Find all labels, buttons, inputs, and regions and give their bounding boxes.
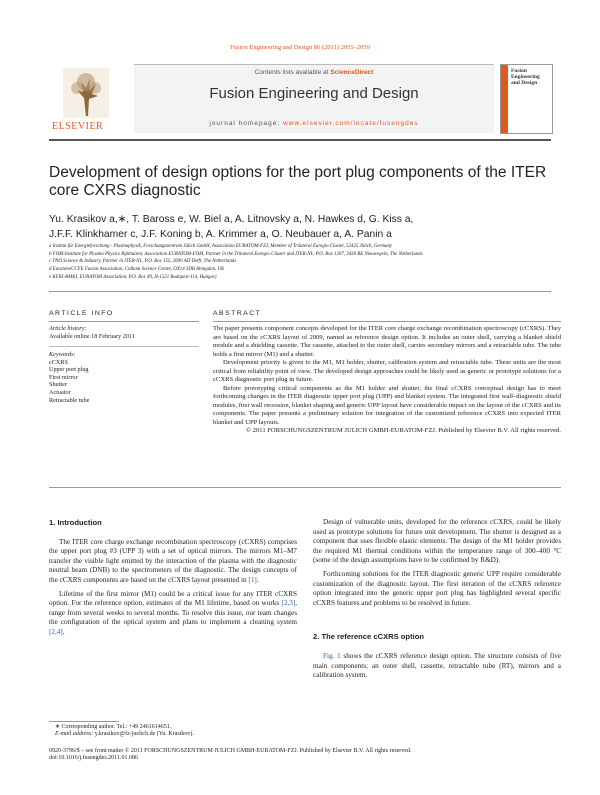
history-rule [49, 346, 199, 347]
copyright-notice: © 2011 FORSCHUNGSZENTRUM JULICH GMBH-EURATOM-FZJ. Published by Elsevier B.V. All rights reserved. [246, 427, 561, 434]
left-column [49, 518, 297, 638]
journal-header [49, 64, 551, 134]
figure-link[interactable]: Fig. 1 [323, 651, 341, 660]
journal-homepage: journal homepage: www.elsevier.com/locate/fusengdes [209, 120, 419, 127]
affiliations [49, 243, 569, 282]
journal-banner [134, 64, 494, 133]
affiliation: a Institut für Energieforschung - Plasmaphysik, Forschungszentrum Jülich GmbH, Association EURATOM-FZJ, Member of Trilateral Euregio Cluster, 52425 Jülich, Germany [49, 244, 393, 249]
section-1-heading: 1. Introduction [49, 518, 102, 527]
citation-link[interactable]: [2,4] [49, 627, 63, 636]
body-paragraph: Fig. 1 shows the cCXRS reference design option. The structure consists of five main components; an outer shell, cassette, retractable tube (RT), mirrors and a calibration system. [313, 651, 561, 680]
citation-link[interactable]: [2,3] [281, 599, 296, 608]
abstract-paragraph: Before prototyping critical components as the M1 holder and shutter, the final cCXRS conceptual design has to meet forthcoming changes in the ITER diagnostic upper port plug (UPP) and blanket system. The integrated first wall–diagnostic shield modules, first wall recession, blanket shaping and generic UPP layout have considerable impact on the layout of the cCXRS and its components. The paper presents a preliminary solution for integration of the customized reference cCXRS into expected ITER blanket and UPP layouts. [213, 384, 561, 426]
elsevier-logo [49, 64, 129, 132]
citation-link[interactable]: [1] [248, 575, 257, 584]
keyword: cCXRS [49, 358, 68, 366]
issn-line: 0920-3796/$ – see front matter © 2011 FORSCHUNGSZENTRUM JULICH GMBH-EURATOM-FZJ. Published by Elsevier B.V. All rights reserved. [49, 748, 412, 754]
cover-title: Fusion Engineering and Design [511, 68, 540, 86]
article-history [49, 325, 199, 340]
article-info-rule [49, 321, 199, 322]
abstract-bottom-rule [49, 487, 561, 488]
keyword: Actuator [49, 388, 71, 396]
affiliation-rule [49, 291, 551, 292]
footnotes [55, 724, 305, 739]
keyword: First mirror [49, 373, 78, 381]
article-info-heading: ARTICLE INFO [49, 310, 114, 317]
author-list [49, 212, 559, 242]
body-paragraph: The ITER core charge exchange recombination spectroscopy (cCXRS) comprises the upper port plug #3 (UPP 3) with a set of optical mirrors. The mirrors M1–M7 transfer the visible light emitted by the interaction of the plasma with the diagnostic neutral beam (DNB) to the spectrometers of the diagnostic. The design concepts of the cCXRS components are based on the cCXRS layout presented in [1]. [49, 537, 297, 584]
abstract-rule [213, 321, 561, 322]
history-value: Available online 18 February 2011 [49, 332, 135, 340]
header-rule [49, 139, 551, 141]
body-paragraph: Design of vulnerable units, developed for the reference cCXRS, could be likely used as prototype solutions for future unit development. The shutter is designed as a component that uses flexible elastic elements. The design of the M1 holder provides the required M1 thermal conditions within the temperature range of 300–400 °C (some of the design assumptions have to be confirmed by R&D). [313, 518, 561, 565]
abstract-paragraph: Development priority is given to the M1, M1 holder, shutter, calibration system and retractable tube. These units are the most critical from reliability point of view. The developed design approaches could be likely used as generic or prototype solutions for a cCXRS diagnostic port plug in future. [213, 359, 561, 383]
journal-citation: Fusion Engineering and Design 86 (2011) 2055–2059 [230, 44, 370, 51]
authors-line-2: J.F.F. Klinkhamer c, J.F. Koning b, A. Krimmer a, O. Neubauer a, A. Panin a [49, 229, 392, 240]
body-paragraph: Lifetime of the first mirror (M1) could be a critical issue for any ITER cCXRS option. For the reference option, estimates of the M1 lifetime, based on works [2,3], range from several weeks to several months. To resolve this issue, our team changes the configuration of the optical system and plans to implement a cleaning system [2,4]. [49, 589, 297, 636]
elsevier-wordmark: ELSEVIER [52, 121, 104, 132]
contents-available: Contents lists available at ScienceDirect [254, 69, 374, 76]
journal-cover-thumbnail [500, 64, 553, 134]
affiliation: b FOM-Institute for Plasma Physics Rijnhuizen, Association EURATOM-FOM, Partner in the Trilateral Euregio Cluster and ITER-NL, P.O. Box 1207, 3430 BE Nieuwegein, The Netherlands [49, 251, 423, 257]
email-link[interactable]: y.krasikov@fz-juelich.de [94, 731, 156, 738]
keywords-label: Keywords: [49, 351, 76, 358]
affiliation: d Euratom/CCFE Fusion Association, Culham Science Centre, OX14 3DB Abingdon, UK [49, 267, 225, 273]
abstract-heading: ABSTRACT [213, 310, 262, 317]
body-paragraph: Forthcoming solutions for the ITER diagnostic generic UPP require considerable customization of the diagnostic layout. The first iteration of the cCXRS reference option integrated into the generic upper port plug has highlighted several specific cCXRS features and problems to be resolved in future. [313, 569, 561, 607]
footnote-rule [49, 721, 119, 722]
right-column [313, 518, 561, 681]
homepage-link[interactable]: www.elsevier.com/locate/fusengdes [283, 120, 419, 127]
sciencedirect-link[interactable]: ScienceDirect [330, 69, 374, 76]
journal-title: Fusion Engineering and Design [209, 85, 419, 102]
section-2-heading: 2. The reference cCXRS option [313, 632, 424, 642]
affiliation: c TNO Science & Industry, Partner in ITER-NL, P.O. Box 155, 2600 AD Delft, The Netherlands [49, 259, 237, 265]
doi-line[interactable]: doi:10.1016/j.fusengdes.2011.01.086 [49, 755, 138, 762]
abstract-paragraph: The paper presents component concepts developed for the ITER core charge exchange recombination spectroscopy (cCXRS). They are based on the cCXRS layout of 2009, named as reference design option. It includes an outer shell, carrying a blanket shield module and a shielding cassette. The cassette, attached to the outer shell, carries secondary mirrors and a retractable tube. The tube holds a first mirror (M1) and a shutter. [213, 325, 561, 358]
article-title: Development of design options for the port plug components of the ITER core CXRS diagnostic [49, 164, 547, 199]
publication-info [49, 748, 569, 763]
elsevier-tree-icon [63, 68, 109, 118]
keyword: Retractable tube [49, 396, 90, 404]
history-label: Article history: [49, 325, 87, 332]
abstract-body [213, 325, 561, 436]
keyword: Shutter [49, 381, 67, 389]
email-line: E-mail address: y.krasikov@fz-juelich.de (Yu. Krasikov). [55, 731, 194, 738]
keyword: Upper port plug [49, 366, 89, 374]
affiliation: e KFKI-RMKI, EURATOM Association, P.O. Box 49, H-1521 Budapest-114, Hungary [49, 274, 218, 280]
keywords [49, 351, 199, 404]
authors-line-1: Yu. Krasikov a,∗, T. Baross e, W. Biel a, A. Litnovsky a, N. Hawkes d, G. Kiss a, [49, 214, 414, 225]
corresponding-author: ∗ Corresponding author. Tel.: +49 2461614651. [55, 724, 172, 730]
